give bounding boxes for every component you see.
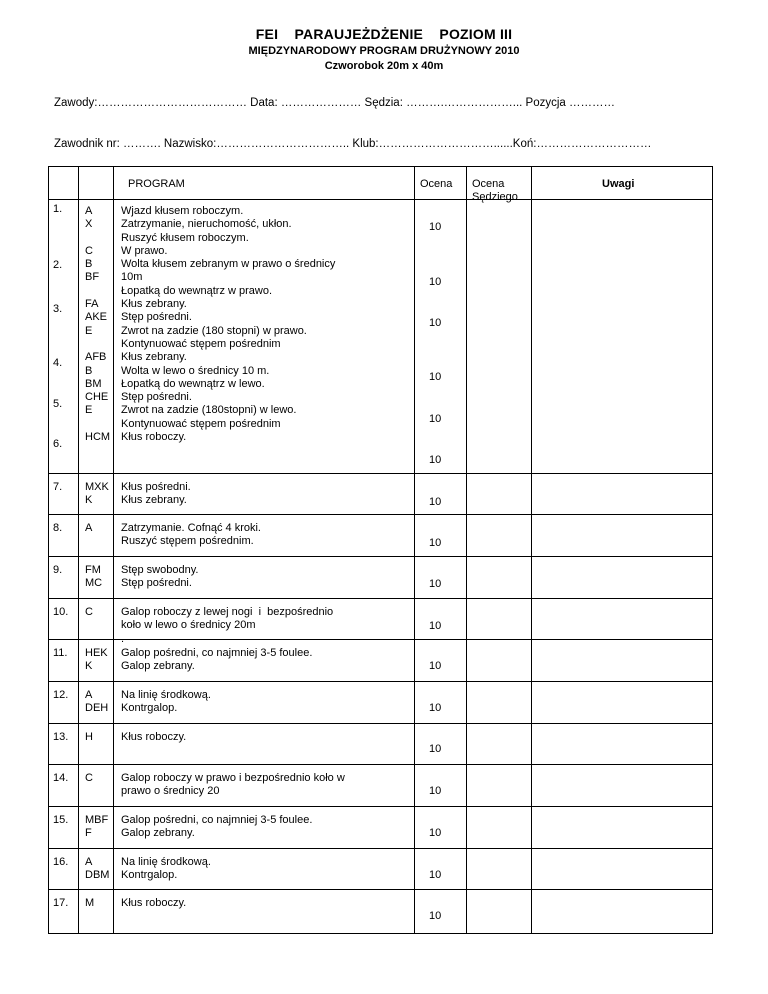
max-score: 10 bbox=[429, 454, 442, 466]
col-divider bbox=[113, 166, 114, 934]
max-score: 10 bbox=[429, 496, 442, 508]
movement-letters: C bbox=[85, 606, 93, 618]
movement-letters: M bbox=[85, 897, 95, 909]
row-divider bbox=[48, 556, 713, 557]
col-divider bbox=[414, 166, 415, 934]
max-score: 10 bbox=[429, 317, 442, 329]
movement-letters: H bbox=[85, 731, 93, 743]
movement-number: 1. bbox=[53, 203, 63, 215]
movement-program: Kłus roboczy. bbox=[121, 897, 187, 909]
document-subtitle: MIĘDZYNARODOWY PROGRAM DRUŻYNOWY 2010 bbox=[248, 45, 520, 57]
row-divider bbox=[48, 681, 713, 682]
movement-letters: A X C B BF FA AKE E AFB B BM CHE E HCM bbox=[85, 205, 111, 444]
movement-number: 16. bbox=[53, 856, 69, 868]
row-divider bbox=[48, 848, 713, 849]
movement-program: Galop pośredni, co najmniej 3-5 foulee. Galop zebrany. bbox=[121, 647, 313, 673]
movement-number: 15. bbox=[53, 814, 69, 826]
row-divider bbox=[48, 889, 713, 890]
movement-program: Kłus roboczy. bbox=[121, 731, 187, 743]
max-score: 10 bbox=[429, 827, 442, 839]
max-score: 10 bbox=[429, 660, 442, 672]
max-score: 10 bbox=[429, 743, 442, 755]
movement-letters: MXK K bbox=[85, 481, 109, 507]
movement-letters: HEK K bbox=[85, 647, 108, 673]
row-divider bbox=[48, 473, 713, 474]
header-program: PROGRAM bbox=[128, 178, 185, 190]
header-remarks: Uwagi bbox=[602, 178, 635, 190]
row-divider bbox=[48, 598, 713, 599]
movement-program: Kłus pośredni. Kłus zebrany. bbox=[121, 481, 191, 507]
movement-number: 10. bbox=[53, 606, 69, 618]
movement-number: 8. bbox=[53, 522, 63, 534]
movement-letters: A bbox=[85, 522, 93, 534]
header-judge-score: Ocena Sędziego bbox=[472, 178, 518, 204]
row-divider bbox=[48, 514, 713, 515]
movement-number: 7. bbox=[53, 481, 63, 493]
movement-number: 14. bbox=[53, 772, 69, 784]
col-divider bbox=[531, 166, 532, 934]
movement-letters: C bbox=[85, 772, 93, 784]
movement-number: 13. bbox=[53, 731, 69, 743]
movement-program: Zatrzymanie. Cofnąć 4 kroki. Ruszyć stępem pośrednim. bbox=[121, 522, 261, 548]
movement-number: 11. bbox=[53, 647, 68, 659]
movement-program: Na linię środkową. Kontrgalop. bbox=[121, 689, 211, 715]
movement-program: Galop roboczy z lewej nogi i bezpośrednio koło w lewo o średnicy 20m . bbox=[121, 606, 334, 645]
max-score: 10 bbox=[429, 537, 442, 549]
max-score: 10 bbox=[429, 785, 442, 797]
movement-number: 2. bbox=[53, 259, 63, 271]
col-divider bbox=[78, 166, 79, 934]
movement-program: Stęp swobodny. Stęp pośredni. bbox=[121, 564, 199, 590]
competitor-info-line: Zawodnik nr: ………. Nazwisko:…………………………….. Klub:…………………………......Koń:………………………… bbox=[54, 138, 652, 150]
movement-program: Wjazd kłusem roboczym. Zatrzymanie, nieruchomość, ukłon. Ruszyć kłusem roboczym. W prawo. Wolta kłusem zebranym w prawo o średnicy 10m Łopatką do wewnątrz w prawo. Kłus zebrany. Stęp pośredni. Zwrot na zadzie (180 stopni) w prawo. Kontynuować stępem pośrednim Kłus zebrany. Wolta w lewo o średnicy 10 m. Łopatką do wewnątrz w lewo. Stęp pośredni. Zwrot na zadzie (180stopni) w lewo. Kontynuować stępem pośrednim Kłus roboczy. bbox=[121, 205, 336, 444]
movement-number: 6. bbox=[53, 438, 63, 450]
movement-number: 4. bbox=[53, 357, 63, 369]
movement-number: 17. bbox=[53, 897, 69, 909]
movement-letters: A DBM bbox=[85, 856, 110, 882]
max-score: 10 bbox=[429, 869, 442, 881]
document-title: FEI PARAUJEŻDŻENIE POZIOM III bbox=[255, 26, 513, 42]
movement-number: 5. bbox=[53, 398, 63, 410]
movement-program: Galop roboczy w prawo i bezpośrednio koło w prawo o średnicy 20 bbox=[121, 772, 345, 798]
movement-program: Na linię środkową. Kontrgalop. bbox=[121, 856, 211, 882]
row-divider bbox=[48, 723, 713, 724]
arena-size: Czworobok 20m x 40m bbox=[324, 60, 444, 72]
max-score: 10 bbox=[429, 910, 442, 922]
movement-number: 9. bbox=[53, 564, 63, 576]
header-score: Ocena bbox=[420, 178, 453, 190]
movement-letters: A DEH bbox=[85, 689, 109, 715]
row-divider bbox=[48, 806, 713, 807]
max-score: 10 bbox=[429, 221, 442, 233]
col-divider bbox=[466, 166, 467, 934]
max-score: 10 bbox=[429, 702, 442, 714]
competition-info-line: Zawody:………………………………… Data: ………………… Sędzia: ……….………………... Pozycja ………… bbox=[54, 97, 616, 109]
max-score: 10 bbox=[429, 413, 442, 425]
movement-letters: FM MC bbox=[85, 564, 103, 590]
max-score: 10 bbox=[429, 620, 442, 632]
max-score: 10 bbox=[429, 371, 442, 383]
max-score: 10 bbox=[429, 276, 442, 288]
row-divider bbox=[48, 764, 713, 765]
movement-program: Galop pośredni, co najmniej 3-5 foulee. Galop zebrany. bbox=[121, 814, 313, 840]
movement-number: 3. bbox=[53, 303, 63, 315]
row-divider bbox=[48, 199, 713, 200]
movement-number: 12. bbox=[53, 689, 69, 701]
movement-letters: MBF F bbox=[85, 814, 109, 840]
max-score: 10 bbox=[429, 578, 442, 590]
